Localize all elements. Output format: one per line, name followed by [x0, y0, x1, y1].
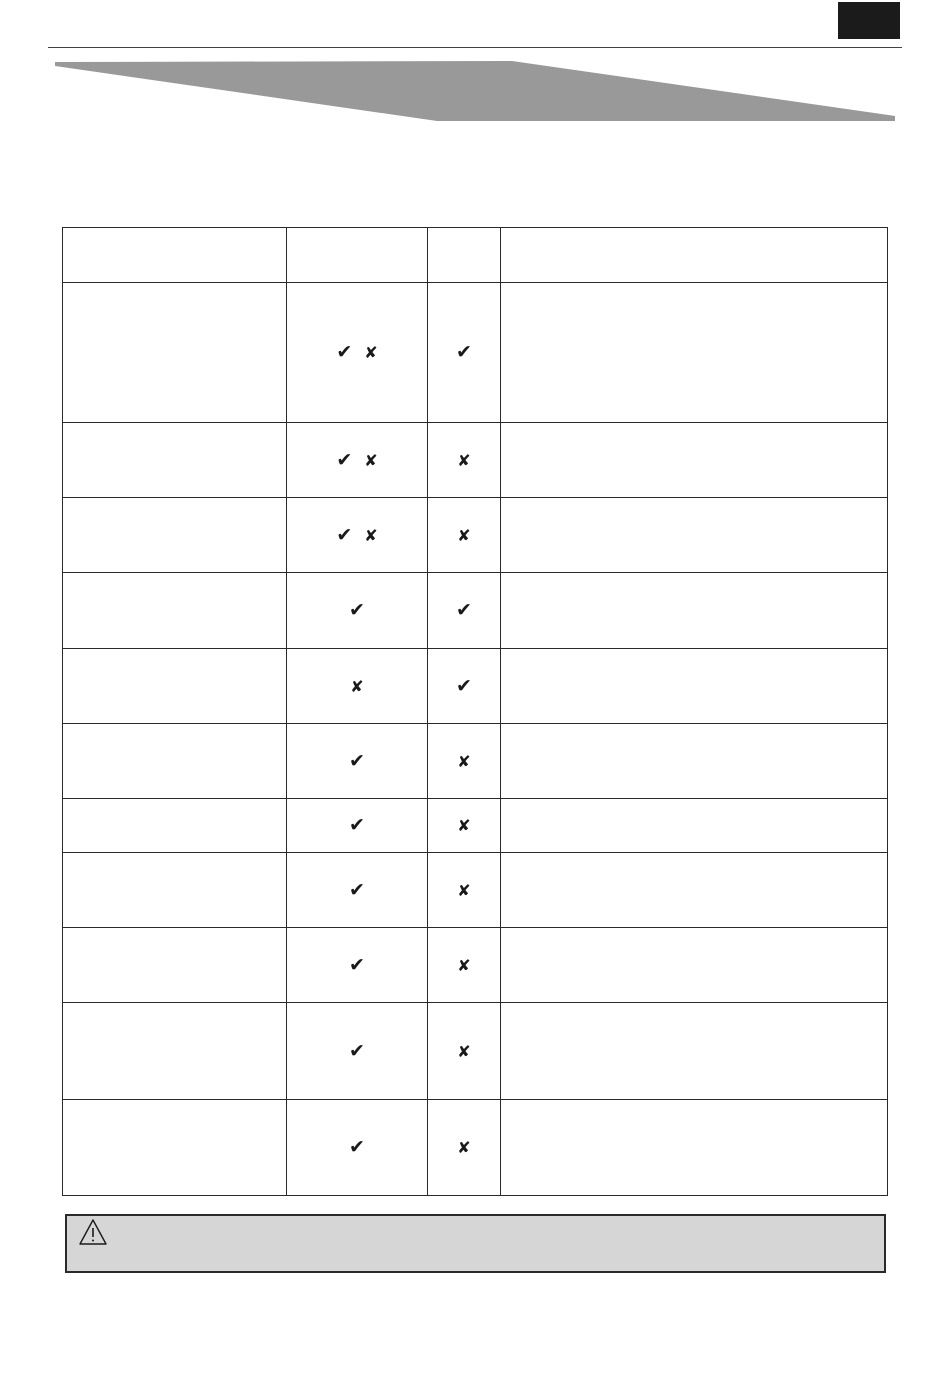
support-cell-primary: [287, 1100, 428, 1196]
cross-icon: ✘: [457, 955, 471, 975]
warning-note: [65, 1214, 886, 1273]
table-row: [63, 498, 888, 573]
row-label-cell: [63, 423, 287, 498]
section-banner: [0, 0, 950, 140]
support-cell-primary: [287, 724, 428, 799]
table-row: [63, 928, 888, 1003]
check-icon: ✔: [349, 953, 365, 976]
check-icon: ✔: [456, 341, 472, 363]
row-label-cell: [63, 799, 287, 853]
header-cell-4: [501, 228, 888, 283]
cross-icon: ✘: [457, 1041, 471, 1061]
header-cell-1: [63, 228, 287, 283]
row-label-cell: [63, 724, 287, 799]
support-cell-primary: [287, 423, 428, 498]
support-cell-secondary: [428, 724, 501, 799]
table-header-row: [63, 228, 888, 283]
support-cell-secondary: [428, 423, 501, 498]
row-description-cell: [501, 498, 888, 573]
cross-icon: ✘: [457, 525, 471, 545]
check-icon: ✔: [456, 674, 472, 697]
check-icon: ✔: [349, 749, 365, 772]
cross-icon: ✘: [364, 525, 378, 545]
row-description-cell: [501, 423, 888, 498]
table-body: [63, 283, 888, 1196]
support-cell-secondary: [428, 799, 501, 853]
header-cell-2: [287, 228, 428, 283]
row-description-cell: [501, 928, 888, 1003]
support-cell-secondary: [428, 1100, 501, 1196]
cross-icon: ✘: [457, 751, 471, 771]
check-icon: ✔: [456, 599, 472, 621]
table-row: [63, 724, 888, 799]
row-description-cell: [501, 799, 888, 853]
row-description-cell: [501, 573, 888, 649]
table-row: [63, 573, 888, 649]
row-label-cell: [63, 498, 287, 573]
support-cell-primary: [287, 573, 428, 649]
row-label-cell: [63, 928, 287, 1003]
row-description-cell: [501, 283, 888, 423]
support-cell-secondary: [428, 649, 501, 724]
support-cell-secondary: [428, 573, 501, 649]
table-row: [63, 423, 888, 498]
support-cell-primary: [287, 498, 428, 573]
table-row: [63, 283, 888, 423]
table-row: [63, 649, 888, 724]
row-label-cell: [63, 283, 287, 423]
row-label-cell: [63, 1100, 287, 1196]
support-cell-primary: [287, 799, 428, 853]
support-cell-secondary: [428, 928, 501, 1003]
check-icon: ✔: [349, 599, 365, 621]
feature-table: [62, 227, 888, 1196]
check-icon: ✔: [349, 878, 365, 901]
check-icon: ✔: [349, 1136, 365, 1158]
row-description-cell: [501, 853, 888, 928]
support-cell-secondary: [428, 498, 501, 573]
check-icon: ✔: [336, 448, 353, 471]
row-label-cell: [63, 649, 287, 724]
row-description-cell: [501, 724, 888, 799]
check-icon: ✔: [349, 1039, 365, 1062]
row-description-cell: [501, 1100, 888, 1196]
row-label-cell: [63, 573, 287, 649]
cross-icon: ✘: [364, 343, 378, 362]
support-cell-primary: [287, 649, 428, 724]
support-cell-primary: [287, 283, 428, 423]
check-icon: ✔: [349, 814, 365, 836]
support-cell-primary: [287, 1003, 428, 1100]
cross-icon: ✘: [457, 1138, 471, 1157]
row-description-cell: [501, 1003, 888, 1100]
cross-icon: ✘: [364, 450, 378, 470]
row-label-cell: [63, 853, 287, 928]
support-cell-primary: [287, 853, 428, 928]
row-label-cell: [63, 1003, 287, 1100]
support-cell-secondary: [428, 853, 501, 928]
table-row: [63, 1003, 888, 1100]
row-description-cell: [501, 649, 888, 724]
cross-icon: ✘: [350, 676, 364, 696]
support-cell-secondary: [428, 283, 501, 423]
check-icon: ✔: [336, 523, 353, 546]
banner-shape: [55, 61, 895, 121]
cross-icon: ✘: [457, 450, 471, 470]
cross-icon: ✘: [457, 880, 471, 900]
table-row: [63, 799, 888, 853]
table-row: [63, 853, 888, 928]
check-icon: ✔: [336, 341, 353, 363]
table-row: [63, 1100, 888, 1196]
warning-triangle-icon: [78, 1218, 108, 1246]
support-cell-primary: [287, 928, 428, 1003]
cross-icon: ✘: [457, 816, 471, 835]
support-cell-secondary: [428, 1003, 501, 1100]
header-cell-3: [428, 228, 501, 283]
